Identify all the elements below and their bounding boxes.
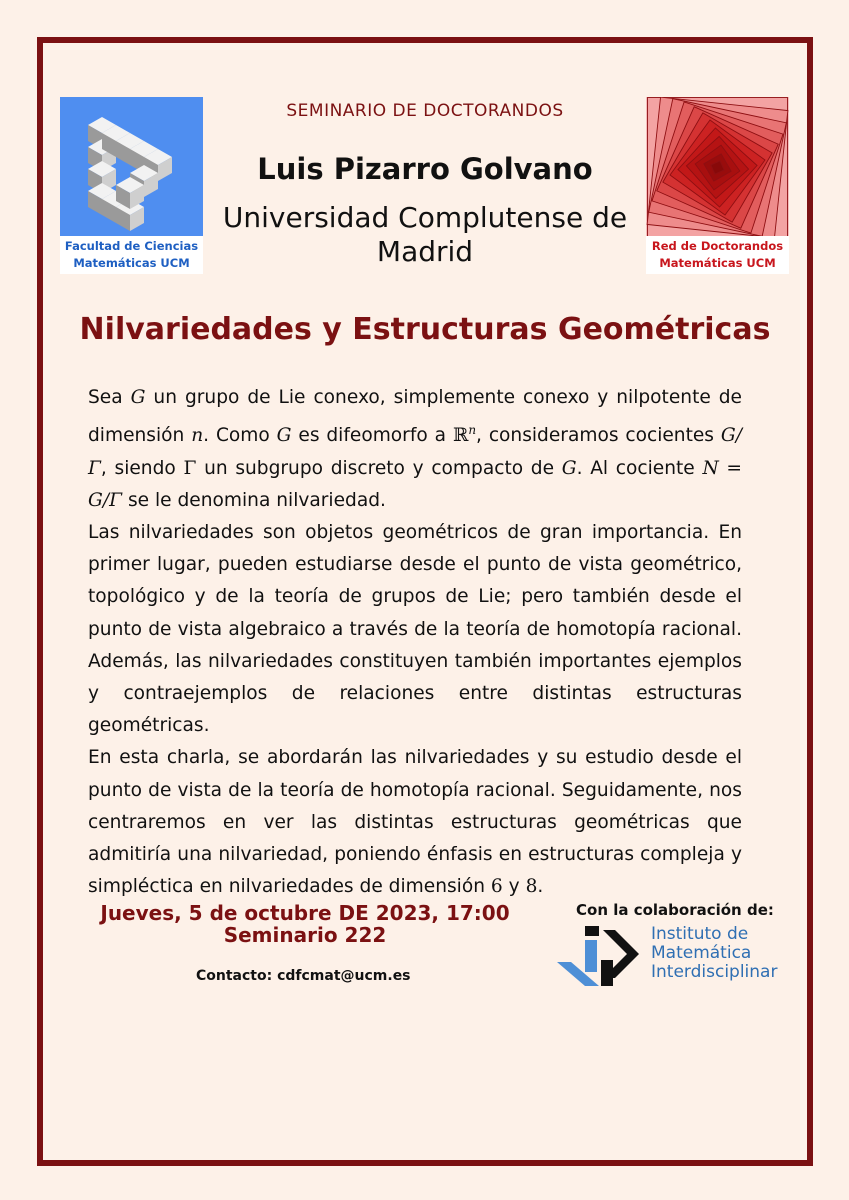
spiral-squares-icon — [646, 97, 789, 238]
math-number: 6 — [490, 876, 503, 898]
event-datetime: Jueves, 5 de octubre DE 2023, 17:00 — [100, 901, 510, 925]
speaker-affiliation: Universidad Complutense de Madrid — [222, 201, 628, 268]
text: . Como — [203, 425, 277, 447]
event-room: Seminario 222 — [223, 923, 387, 947]
abstract-paragraph-1 — [88, 382, 742, 517]
math-expression: N = G/Γ — [88, 457, 742, 511]
text: . Al cociente — [576, 457, 703, 479]
abstract — [88, 382, 742, 903]
math-symbol: G — [276, 425, 292, 447]
text: un grupo de Lie conexo, simplemente conexo y nilpotente de dimensión — [88, 387, 742, 447]
institute-name-line2: Matemática — [651, 943, 752, 963]
seminar-series: SEMINARIO DE DOCTORANDOS — [286, 101, 564, 121]
abstract-paragraph-3 — [88, 742, 742, 903]
speaker-name: Luis Pizarro Golvano — [257, 152, 593, 186]
math-symbol: G — [561, 457, 577, 479]
text: y — [502, 876, 526, 898]
text: se le denomina nilvariedad. — [122, 489, 386, 511]
text: es difeomorfo a — [291, 425, 453, 447]
institute-name-line3: Interdisciplinar — [651, 962, 778, 982]
math-symbol: ℝ — [452, 425, 469, 447]
math-number: 8 — [525, 876, 538, 898]
doctoral-network-logo — [646, 97, 789, 274]
event-info — [60, 902, 550, 946]
text: . — [537, 876, 544, 898]
network-logo-caption-line2: Matemáticas UCM — [659, 256, 776, 270]
math-symbol: n — [191, 425, 204, 447]
faculty-logo — [60, 97, 203, 274]
math-exponent: n — [468, 423, 477, 438]
text: En esta charla, se abordarán las nilvariedades y su estudio desde el punto de vista de la teoría de homotopía racional. Seguidamente, nos centraremos en ver las distintas estructuras geométricas que admitiría una nilvariedad, poniendo énfasis en estructuras compleja y simpléctica en nilvariedades de dimensión — [88, 747, 742, 898]
faculty-logo-caption-line1: Facultad de Ciencias — [64, 239, 199, 253]
text: un subgrupo discreto y compacto de — [196, 457, 562, 479]
faculty-logo-caption-line2: Matemáticas UCM — [73, 256, 190, 270]
impossible-cubes-icon — [60, 97, 203, 238]
contact-email: Contacto: cdfcmat@ucm.es — [196, 968, 411, 984]
collaboration-label: Con la colaboración de: — [576, 901, 774, 919]
institute-name-line1: Instituto de — [651, 924, 749, 944]
math-symbol: Γ — [183, 457, 197, 479]
institute-logo-icon — [557, 926, 641, 986]
math-expression: G/Γ — [88, 425, 742, 479]
abstract-paragraph-2: Las nilvariedades son objetos geométricos de gran importancia. En primer lugar, pueden estudiarse desde el punto de vista geométrico, topológico y de la teoría de grupos de Lie; pero también desde el punto de vista algebraico a través de la teoría de homotopía racional. Además, las nilvariedades constituyen también importantes ejemplos y contraejemplos de relaciones entre distintas estructuras geométricas. — [88, 522, 742, 737]
network-logo-caption-line1: Red de Doctorandos — [651, 239, 784, 253]
text: , siendo — [100, 457, 184, 479]
institute-name — [651, 925, 777, 982]
text: , consideramos cocientes — [476, 425, 721, 447]
text: Sea — [88, 387, 131, 408]
math-symbol: G — [130, 387, 146, 408]
talk-title: Nilvariedades y Estructuras Geométricas — [79, 312, 771, 347]
